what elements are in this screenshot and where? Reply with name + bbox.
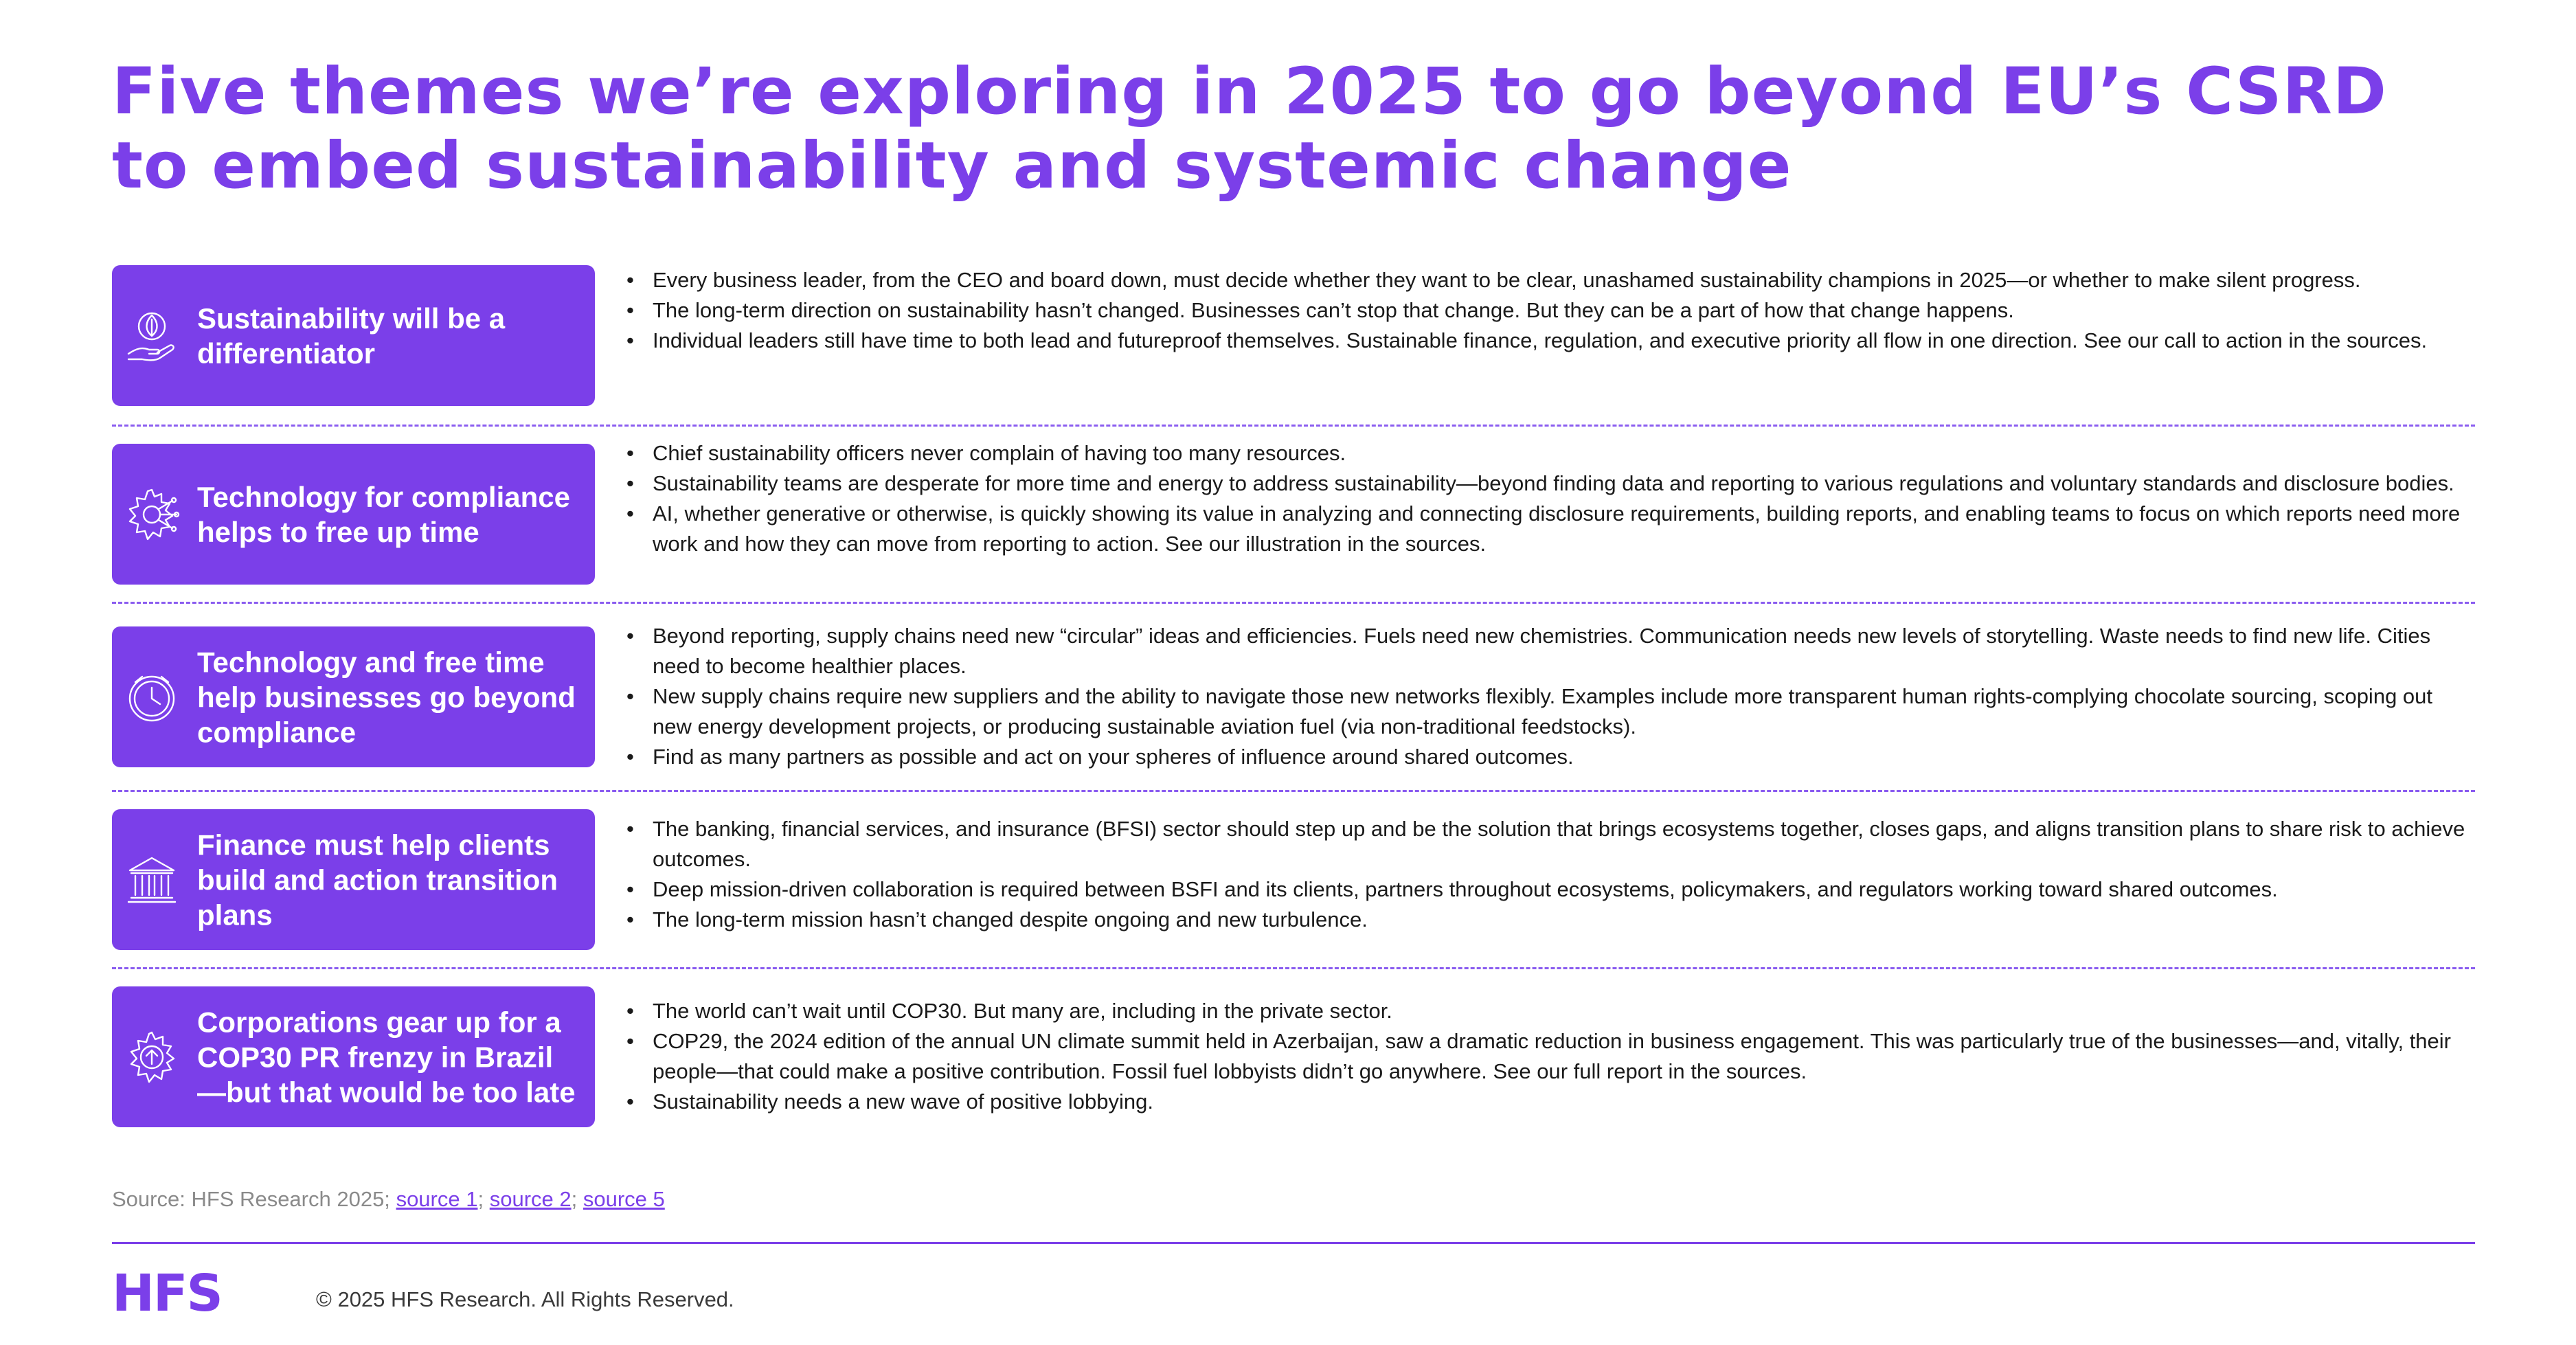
bullet-item: • The long-term mission hasn’t changed despite ongoing and new turbulence. bbox=[624, 905, 2475, 935]
gear-circuit-icon bbox=[122, 484, 182, 545]
source-separator: ; bbox=[571, 1187, 578, 1211]
theme-bullets-1 bbox=[624, 265, 2475, 356]
source-prefix: Source: HFS Research 2025; bbox=[112, 1187, 390, 1211]
theme-box-2 bbox=[112, 444, 595, 585]
copyright: © 2025 HFS Research. All Rights Reserved. bbox=[316, 1287, 734, 1311]
source-link-5[interactable]: source 5 bbox=[583, 1187, 665, 1211]
bullet-item: • Deep mission-driven collaboration is required between BSFI and its clients, partners throughout ecosystems, policymakers, and regulators working toward shared outcomes. bbox=[624, 874, 2475, 905]
source-link-2[interactable]: source 2 bbox=[489, 1187, 572, 1211]
theme-bullets-2 bbox=[624, 438, 2475, 559]
theme-bullets-3 bbox=[624, 621, 2475, 772]
row-divider bbox=[112, 602, 2475, 604]
logo-text: HFS bbox=[112, 1272, 222, 1315]
source-link-1[interactable]: source 1 bbox=[396, 1187, 478, 1211]
page-title: Five themes we’re exploring in 2025 to go beyond EU’s CSRD to embed sustainability and systemic change bbox=[112, 54, 2387, 203]
theme-label-4: Finance must help clients build and action transition plans bbox=[197, 828, 558, 931]
source-separator: ; bbox=[477, 1187, 484, 1211]
row-divider bbox=[112, 967, 2475, 969]
bullet-item: • Chief sustainability officers never complain of having too many resources. bbox=[624, 438, 2475, 468]
bullet-item: • The banking, financial services, and insurance (BFSI) sector should step up and be the solution that brings ecosystems together, closes gaps, and aligns transition plans to share risk to achieve outcomes. bbox=[624, 814, 2475, 874]
theme-box-5 bbox=[112, 986, 595, 1127]
bullet-item: • Sustainability needs a new wave of positive lobbying. bbox=[624, 1087, 2475, 1117]
hand-leaf-icon bbox=[122, 306, 182, 366]
bullet-item: • The world can’t wait until COP30. But many are, including in the private sector. bbox=[624, 996, 2475, 1026]
clock-icon bbox=[122, 667, 182, 727]
theme-label-1: Sustainability will be a differentiator bbox=[197, 302, 506, 370]
bullet-item: • Every business leader, from the CEO and board down, must decide whether they want to be clear, unashamed sustainability champions in 2025—or whether to make silent progress. bbox=[624, 265, 2475, 295]
theme-label-3: Technology and free time help businesses go beyond compliance bbox=[197, 646, 576, 748]
bullet-item: • Beyond reporting, supply chains need new “circular” ideas and efficiencies. Fuels need new chemistries. Communication needs new levels of storytelling. Waste needs to find new life. Cities need to become healthier places. bbox=[624, 621, 2475, 681]
bullet-item: • The long-term direction on sustainability hasn’t changed. Businesses can’t stop that change. But they can be a part of how that change happens. bbox=[624, 295, 2475, 326]
theme-box-3 bbox=[112, 626, 595, 767]
bullet-item: • COP29, the 2024 edition of the annual UN climate summit held in Azerbaijan, saw a dramatic reduction in business engagement. This was particularly true of the businesses—and, vitally, their people—that could make a positive contribution. Fossil fuel lobbyists didn’t go anywhere. See our full report in the sources. bbox=[624, 1026, 2475, 1087]
bullet-item: • Sustainability teams are desperate for more time and energy to address sustainability—beyond finding data and reporting to various regulations and voluntary standards and disclosure bodies. bbox=[624, 468, 2475, 499]
footer-divider bbox=[112, 1242, 2475, 1244]
theme-bullets-4 bbox=[624, 814, 2475, 935]
row-divider bbox=[112, 425, 2475, 427]
theme-label-5: Corporations gear up for a COP30 PR frenzy in Brazil—but that would be too late bbox=[197, 1006, 576, 1108]
bullet-item: • Find as many partners as possible and act on your spheres of influence around shared outcomes. bbox=[624, 742, 2475, 772]
bullet-item: • Individual leaders still have time to both lead and futureproof themselves. Sustainable finance, regulation, and executive priority all flow in one direction. See our call to action in the sources. bbox=[624, 326, 2475, 356]
theme-box-1 bbox=[112, 265, 595, 406]
source-line bbox=[112, 1187, 665, 1212]
bullet-item: • AI, whether generative or otherwise, is quickly showing its value in analyzing and connecting disclosure requirements, building reports, and enabling teams to focus on which reports need more work and how they can move from reporting to action. See our illustration in the sources. bbox=[624, 499, 2475, 559]
bullet-item: • New supply chains require new suppliers and the ability to navigate those new networks flexibly. Examples include more transparent human rights-complying chocolate sourcing, scoping out new energy development projects, or producing sustainable aviation fuel (via non-traditional feedstocks). bbox=[624, 681, 2475, 742]
hfs-logo bbox=[112, 1272, 266, 1315]
theme-box-4 bbox=[112, 809, 595, 950]
bank-icon bbox=[122, 850, 182, 910]
theme-label-2: Technology for compliance helps to free up time bbox=[197, 480, 570, 548]
gear-arrow-up-icon bbox=[122, 1027, 182, 1087]
theme-bullets-5 bbox=[624, 996, 2475, 1117]
row-divider bbox=[112, 790, 2475, 792]
